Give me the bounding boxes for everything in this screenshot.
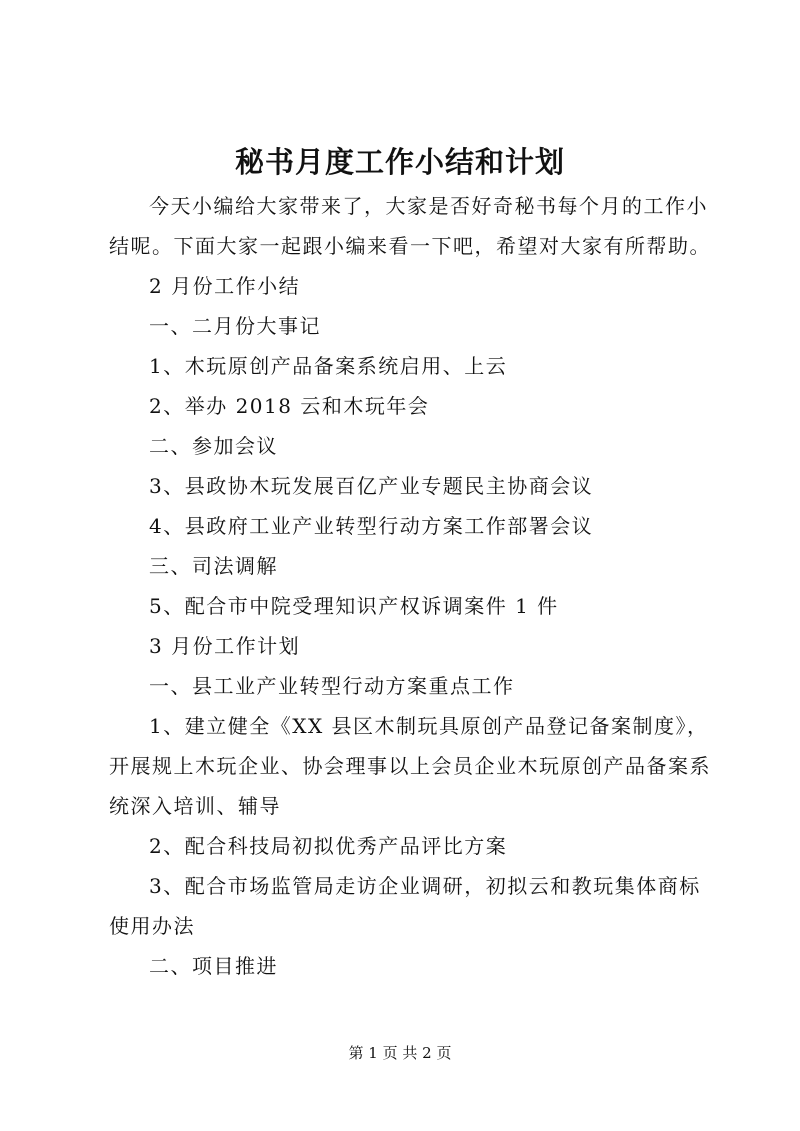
paragraph-line: 3、配合市场监管局走访企业调研，初拟云和教玩集体商标 [149,874,701,898]
paragraph [109,466,709,506]
paragraph-line: 2、举办 2018 云和木玩年会 [149,394,430,418]
paragraph-line: 统深入培训、辅导 [109,794,281,818]
paragraph-line: 三、司法调解 [149,554,278,578]
paragraph-line: 一、县工业产业转型行动方案重点工作 [149,674,515,698]
paragraph-line: 2、配合科技局初拟优秀产品评比方案 [149,834,508,858]
paragraph-line: 1、木玩原创产品备案系统启用、上云 [149,354,508,378]
paragraph [109,946,709,986]
paragraph-line: 结呢。下面大家一起跟小编来看一下吧，希望对大家有所帮助。 [109,234,711,258]
page-footer: 第 1 页 共 2 页 [348,1044,452,1062]
paragraph-line: 3、县政协木玩发展百亿产业专题民主协商会议 [149,474,594,498]
paragraph-line: 3 月份工作计划 [149,634,301,658]
paragraph-line: 今天小编给大家带来了，大家是否好奇秘书每个月的工作小 [149,194,708,218]
paragraph-line: 2 月份工作小结 [149,274,301,298]
paragraph-line: 1、建立健全《XX 县区木制玩具原创产品登记备案制度》， [149,714,709,738]
document-title: 秘书月度工作小结和计划 [234,145,565,179]
paragraph-line: 二、项目推进 [149,954,278,978]
paragraph [109,266,709,306]
paragraph [109,666,709,706]
paragraph-line: 使用办法 [109,914,195,938]
paragraph [109,306,709,346]
paragraph [109,426,709,466]
paragraph-line: 一、二月份大事记 [149,314,321,338]
paragraph [109,346,709,386]
paragraph-line: 开展规上木玩企业、协会理事以上会员企业木玩原创产品备案系 [109,754,711,778]
paragraph [109,586,709,626]
paragraph-line: 4、县政府工业产业转型行动方案工作部署会议 [149,514,594,538]
paragraph [109,386,709,426]
paragraph [109,866,709,946]
paragraph [109,626,709,666]
document-body [109,186,709,986]
paragraph-line: 5、配合市中院受理知识产权诉调案件 1 件 [149,594,559,618]
paragraph [109,186,709,266]
paragraph [109,826,709,866]
paragraph [109,506,709,546]
paragraph [109,706,709,826]
paragraph-line: 二、参加会议 [149,434,278,458]
paragraph [109,546,709,586]
